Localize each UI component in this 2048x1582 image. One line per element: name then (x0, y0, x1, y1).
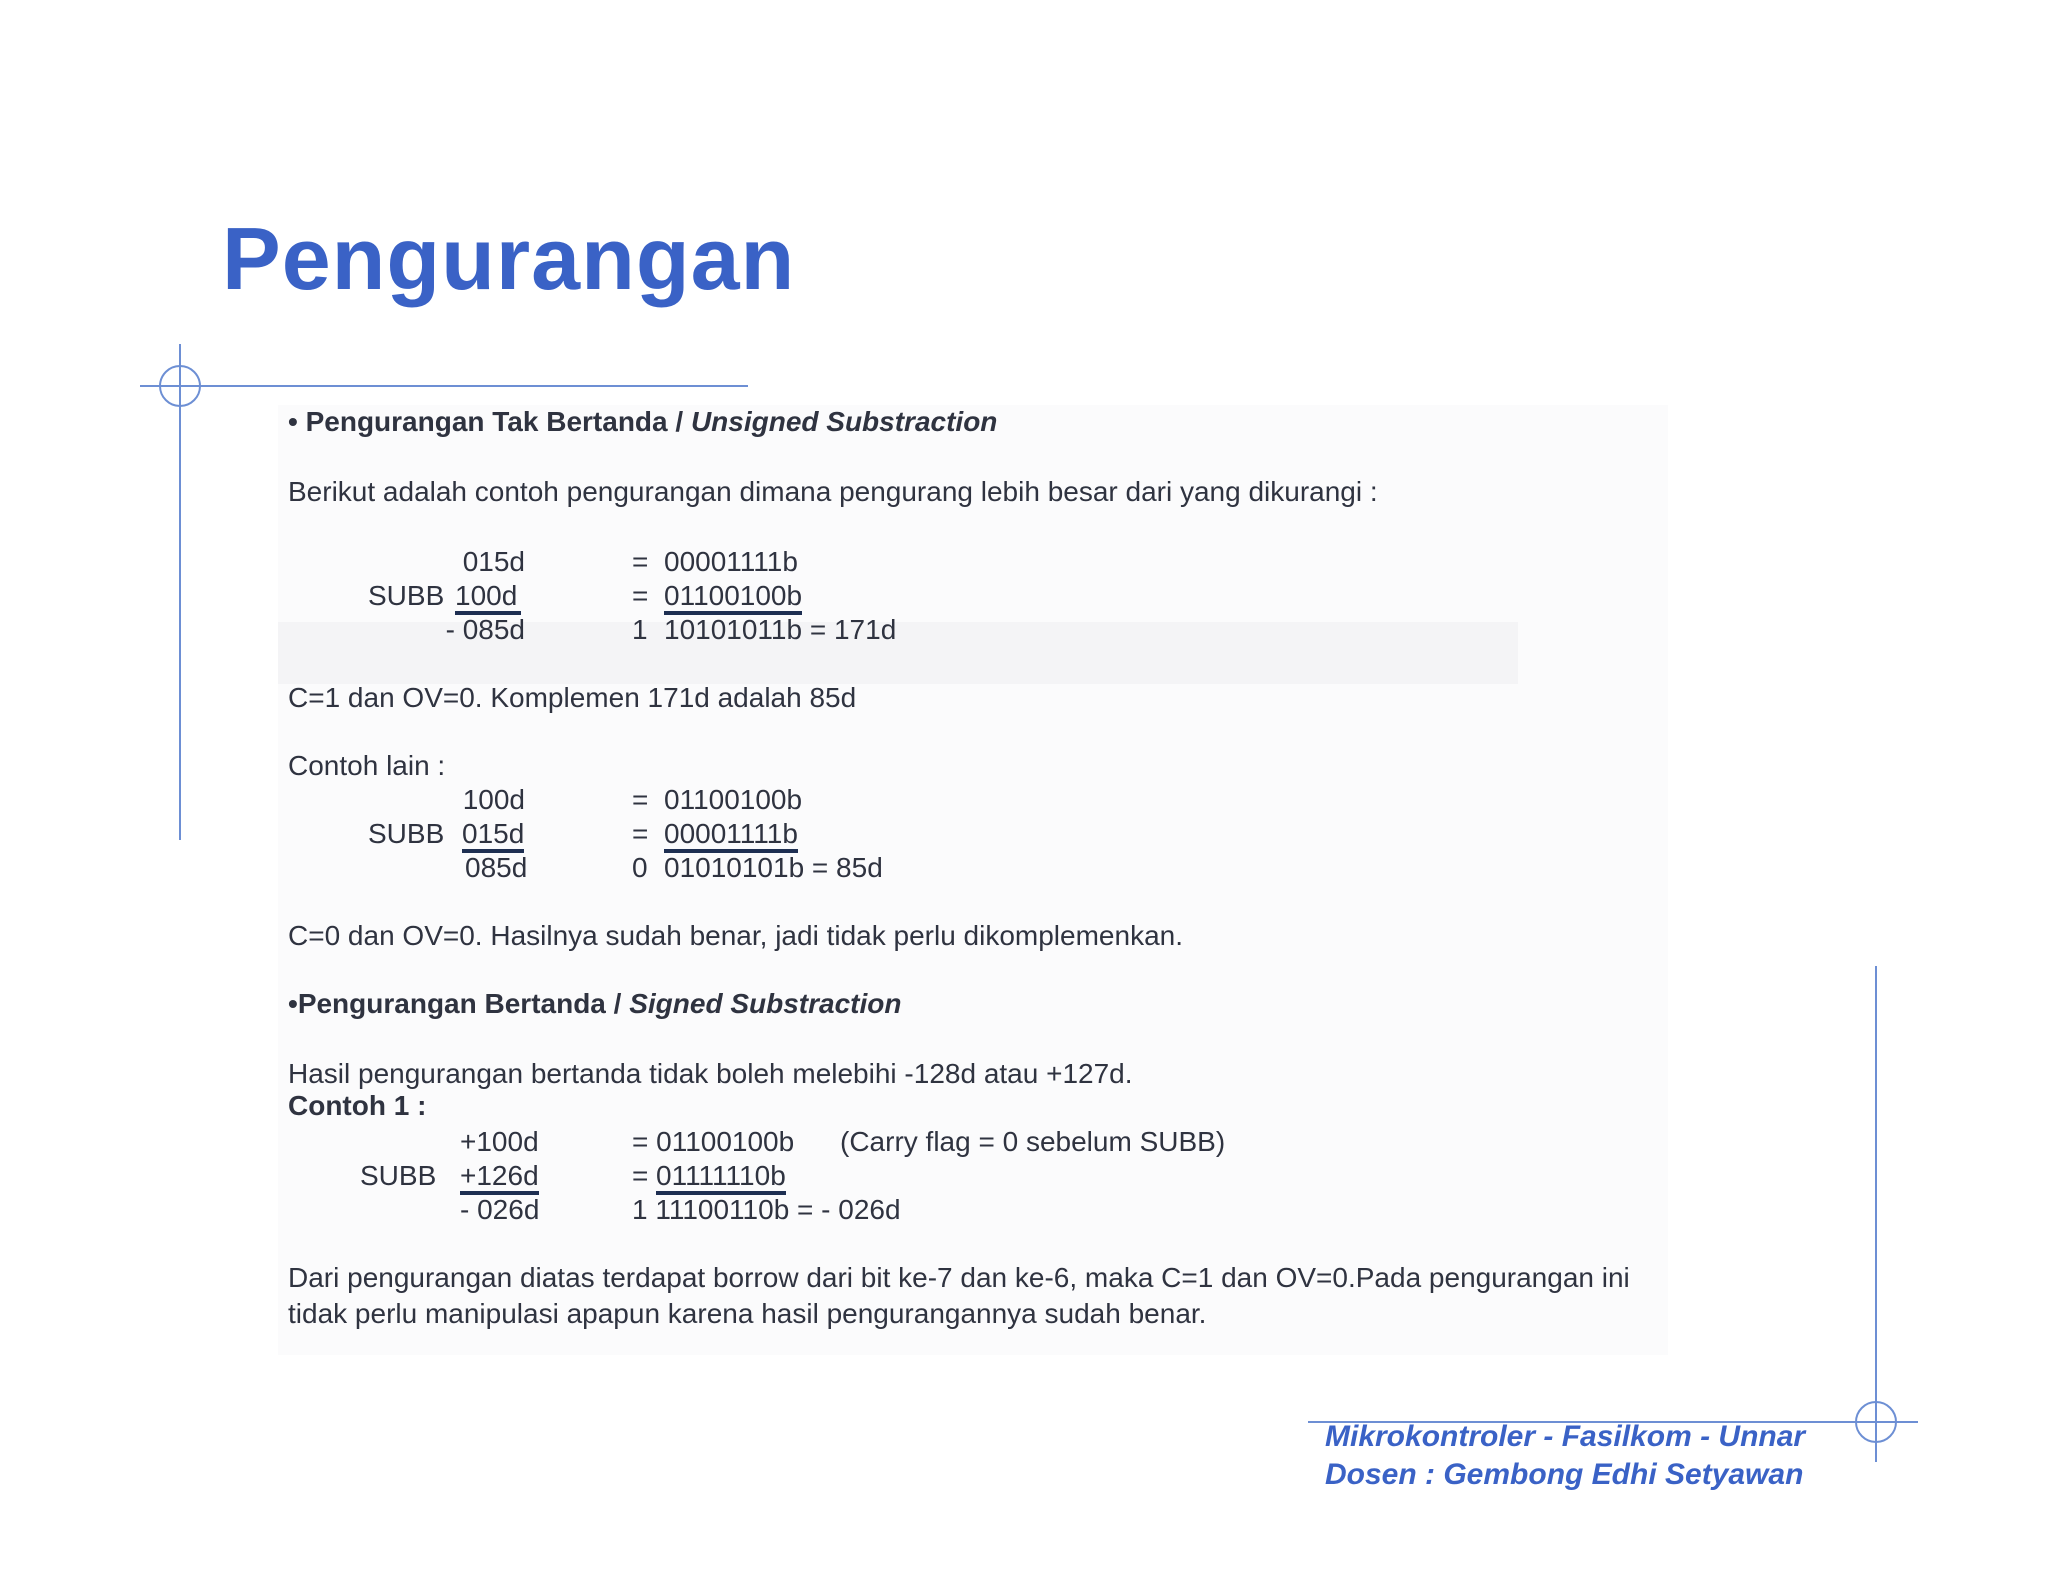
ex2-row3-carry: 0 (632, 852, 648, 883)
ex1-row1-eq: = (632, 546, 649, 577)
section2-conclusion-line1: Dari pengurangan diatas terdapat borrow dari bit ke-7 dan ke-6, maka C=1 dan OV=0.Pada pengurangan ini (288, 1262, 1630, 1293)
footer-lecturer: Dosen : Gembong Edhi Setyawan (1325, 1458, 1804, 1491)
sx-row2-dec-wrap (460, 1160, 539, 1192)
example2-label: Contoh lain : (288, 750, 446, 781)
ex2-row1-dec: 100d (462, 784, 525, 815)
ex1-row1-dec: 015d (462, 546, 525, 577)
sx-row2-op: SUBB (360, 1160, 437, 1191)
ex1-row2-dec-wrap (455, 580, 521, 612)
ex1-row3-carry: 1 (632, 614, 648, 645)
ex1-row1-bin: 00001111b (664, 546, 798, 577)
ex2-row2-dec-wrap (462, 818, 524, 850)
section1-intro: Berikut adalah contoh pengurangan dimana pengurang lebih besar dari yang dikurangi : (288, 476, 1378, 507)
ex1-row3-dec: - 085d (445, 614, 525, 645)
ex2-row2-dec: 015d (462, 818, 524, 853)
sx-row3-bin: 1 11100110b = - 026d (632, 1194, 901, 1225)
sx-row3-dec: - 026d (460, 1194, 540, 1225)
sx-row1-dec: +100d (460, 1126, 539, 1157)
section2-heading-italic: Signed Substraction (629, 988, 902, 1019)
ex2-row1-bin: 01100100b (664, 784, 803, 815)
sx-row2-dec: +126d (460, 1160, 539, 1195)
section2-conclusion-line2: tidak perlu manipulasi apapun karena hasil pengurangannya sudah benar. (288, 1298, 1207, 1329)
section1-bullet: • (288, 406, 298, 437)
ex1-row2-bin-wrap (664, 580, 802, 612)
slide-title: Pengurangan (222, 209, 796, 308)
ex1-row3-bin: 10101011b = 171d (664, 614, 897, 645)
section1-heading-bold: Pengurangan Tak Bertanda / (305, 406, 684, 437)
ex2-row3-bin: 01010101b = 85d (664, 852, 883, 883)
section1-note1: C=1 dan OV=0. Komplemen 171d adalah 85d (288, 682, 857, 713)
sx-row2-bin: 01111110b (656, 1160, 786, 1195)
ex2-row1-eq: = (632, 784, 649, 815)
section1-heading (288, 406, 997, 438)
section2-example-label: Contoh 1 : (288, 1090, 427, 1121)
section2-bullet: • (288, 988, 298, 1019)
ex2-row2-eq: = (632, 818, 649, 849)
section2-heading (288, 988, 901, 1020)
sx-row1-bin: = 01100100b (632, 1126, 795, 1157)
sx-row1-note: (Carry flag = 0 sebelum SUBB) (840, 1126, 1226, 1157)
sx-row2-bin-wrap (656, 1160, 786, 1192)
ex2-row2-bin: 00001111b (664, 818, 798, 853)
footer-course: Mikrokontroler - Fasilkom - Unnar (1325, 1420, 1806, 1453)
ex1-row2-dec: 100d (455, 580, 521, 615)
ex2-row2-op: SUBB (368, 818, 445, 849)
ex1-row2-eq: = (632, 580, 649, 611)
ex1-row2-op: SUBB (368, 580, 445, 611)
section2-intro: Hasil pengurangan bertanda tidak boleh melebihi -128d atau +127d. (288, 1058, 1133, 1089)
ex2-row2-bin-wrap (664, 818, 798, 850)
ex2-row3-dec: 085d (465, 852, 528, 883)
ex1-row2-bin: 01100100b (664, 580, 802, 615)
section1-note2: C=0 dan OV=0. Hasilnya sudah benar, jadi tidak perlu dikomplemenkan. (288, 920, 1183, 951)
section2-heading-bold: Pengurangan Bertanda / (297, 988, 622, 1019)
sx-row2-eq: = (632, 1160, 649, 1191)
section1-heading-italic: Unsigned Substraction (690, 406, 998, 437)
